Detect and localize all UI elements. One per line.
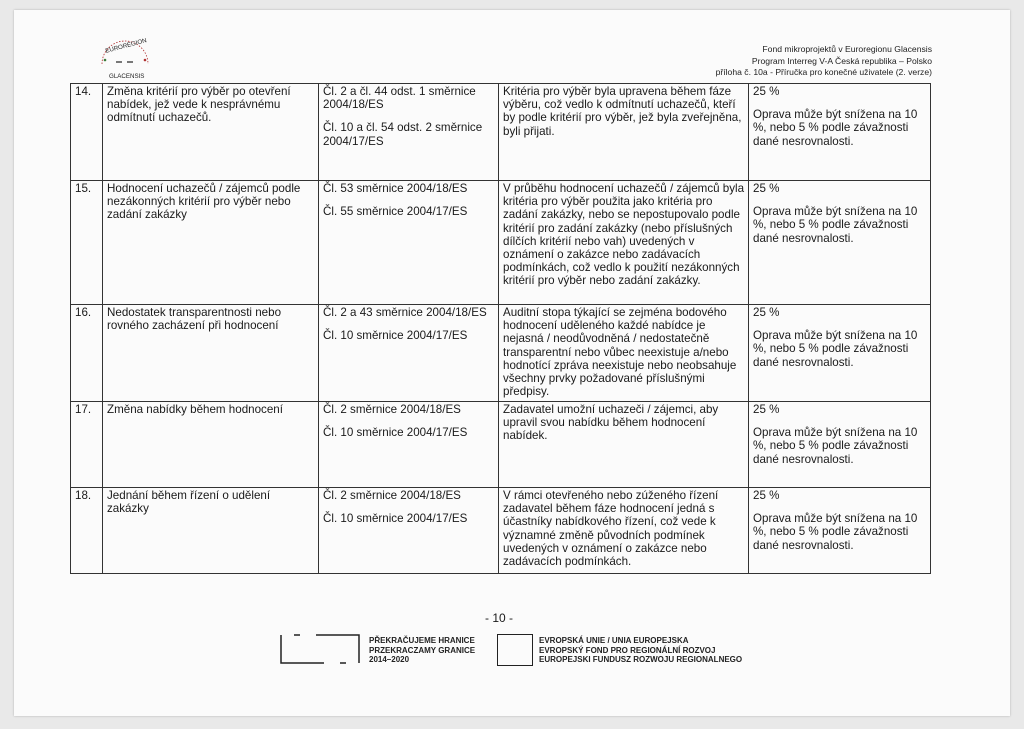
header-line-1: Fond mikroprojektů v Euroregionu Glacensis — [762, 44, 932, 54]
row-legal-basis — [319, 181, 499, 305]
row-correction — [749, 181, 931, 305]
row-number: 18. — [71, 488, 103, 574]
table-row — [71, 488, 931, 574]
table-row — [71, 84, 931, 181]
row-legal-basis — [319, 305, 499, 402]
svg-text:GLACENSIS: GLACENSIS — [109, 73, 145, 80]
footer-program-text — [369, 636, 475, 665]
header-line-3: příloha č. 10a - Příručka pro konečné uživatele (2. verze) — [715, 67, 932, 77]
legal-ref: Čl. 2 a čl. 44 odst. 1 směrnice 2004/18/ES — [323, 85, 476, 112]
legal-ref: Čl. 10 směrnice 2004/17/ES — [323, 329, 468, 343]
correction-reduction: Oprava může být snížena na 10 %, nebo 5 % podle závažnosti dané nesrovnalosti. — [753, 426, 918, 466]
correction-reduction: Oprava může být snížena na 10 %, nebo 5 % podle závažnosti dané nesrovnalosti. — [753, 512, 918, 552]
correction-rate: 25 % — [753, 85, 780, 98]
row-number: 14. — [71, 84, 103, 181]
footer-left-line-1: PŘEKRAČUJEME HRANICE — [369, 636, 475, 645]
row-description: Změna nabídky během hodnocení — [103, 402, 319, 488]
footer-left-line-2: PRZEKRACZAMY GRANICE — [369, 645, 476, 655]
row-number: 15. — [71, 181, 103, 305]
row-detail: V rámci otevřeného nebo zúženého řízení zadavatel během fáze hodnocení jedná s účastníky nabídkového řízení, což vede k významné změně původních podmínek uvedených v oznámení o zakázce nebo zadávacích podmínkách. — [499, 488, 749, 574]
row-description: Hodnocení uchazečů / zájemců podle nezákonných kritérií pro výběr nebo zadání zakázky — [103, 181, 319, 305]
row-detail: Zadavatel umožní uchazeči / zájemci, aby upravil svou nabídku během hodnocení nabídek. — [499, 402, 749, 488]
correction-rate: 25 % — [753, 306, 780, 319]
footer-left-line-3: 2014–2020 — [369, 655, 410, 664]
legal-ref: Čl. 2 a 43 směrnice 2004/18/ES — [323, 306, 487, 319]
row-legal-basis — [319, 488, 499, 574]
row-legal-basis — [319, 84, 499, 181]
row-legal-basis — [319, 402, 499, 488]
svg-text:EUROREGION: EUROREGION — [104, 37, 148, 55]
legal-ref: Čl. 53 směrnice 2004/18/ES — [323, 182, 468, 195]
row-description: Změna kritérií pro výběr po otevření nabídek, jež vede k nesprávnému odmítnutí uchazečů. — [103, 84, 319, 181]
legal-ref: Čl. 2 směrnice 2004/18/ES — [323, 489, 461, 502]
correction-rate: 25 % — [753, 489, 780, 502]
page-header — [716, 44, 932, 79]
row-correction — [749, 402, 931, 488]
row-correction — [749, 84, 931, 181]
legal-ref: Čl. 55 směrnice 2004/17/ES — [323, 205, 468, 219]
legal-ref: Čl. 10 a čl. 54 odst. 2 směrnice 2004/17/ES — [323, 121, 483, 148]
row-detail: Kritéria pro výběr byla upravena během fáze výběru, což vedlo k odmítnutí uchazečů, kteří by podle kritérií pro výběr, jež byla zveřejněna, byli přijati. — [499, 84, 749, 181]
irregularities-table — [70, 83, 931, 574]
eu-flag-icon — [497, 634, 533, 666]
page-number: - 10 - — [485, 611, 514, 625]
correction-reduction: Oprava může být snížena na 10 %, nebo 5 % podle závažnosti dané nesrovnalosti. — [753, 329, 918, 369]
correction-rate: 25 % — [753, 403, 780, 416]
table-row — [71, 305, 931, 402]
row-detail: Auditní stopa týkající se zejména bodového hodnocení uděleného každé nabídce je nejasná / neodůvodněná / nedostatečně transparentní nebo vůbec neexistuje a/nebo hodnotící zpráva neexistuje nebo neobsahuje všechny prvky požadované příslušnými předpisy. — [499, 305, 749, 402]
correction-rate: 25 % — [753, 182, 780, 195]
table-row — [71, 181, 931, 305]
row-description: Nedostatek transparentnosti nebo rovného zacházení při hodnocení — [103, 305, 319, 402]
footer-right-line-3: EUROPEJSKI FUNDUSZ ROZWOJU REGIONALNEGO — [539, 655, 743, 664]
row-number: 16. — [71, 305, 103, 402]
footer-right-line-2: EVROPSKÝ FOND PRO REGIONÁLNÍ ROZVOJ — [539, 645, 716, 655]
header-line-2: Program Interreg V-A Česká republika – Polsko — [751, 55, 932, 66]
footer-right-line-1: EVROPSKÁ UNIE / UNIA EUROPEJSKA — [539, 636, 689, 645]
euroregion-logo-icon — [96, 34, 154, 84]
row-detail: V průběhu hodnocení uchazečů / zájemců byla kritéria pro výběr použita jako kritéria pro zadání zakázky, nebo se nepostupovalo podle kritérií pro zadání zakázky (nebo příslušných dílčích kritérií nebo vah) uvedených v oznámení o zakázce nebo zadávacích podmínkách, což vedlo k použití nezákonných kritérií pro výběr nebo zadání zakázky. — [499, 181, 749, 305]
row-number: 17. — [71, 402, 103, 488]
row-correction — [749, 305, 931, 402]
row-description: Jednání během řízení o udělení zakázky — [103, 488, 319, 574]
footer-eu-text — [539, 636, 742, 665]
table-row — [71, 402, 931, 488]
legal-ref: Čl. 10 směrnice 2004/17/ES — [323, 426, 468, 440]
correction-reduction: Oprava může být snížena na 10 %, nebo 5 % podle závažnosti dané nesrovnalosti. — [753, 205, 918, 245]
legal-ref: Čl. 10 směrnice 2004/17/ES — [323, 512, 468, 526]
interreg-logo-icon — [280, 634, 360, 664]
legal-ref: Čl. 2 směrnice 2004/18/ES — [323, 403, 461, 416]
row-correction — [749, 488, 931, 574]
correction-reduction: Oprava může být snížena na 10 %, nebo 5 % podle závažnosti dané nesrovnalosti. — [753, 108, 918, 148]
